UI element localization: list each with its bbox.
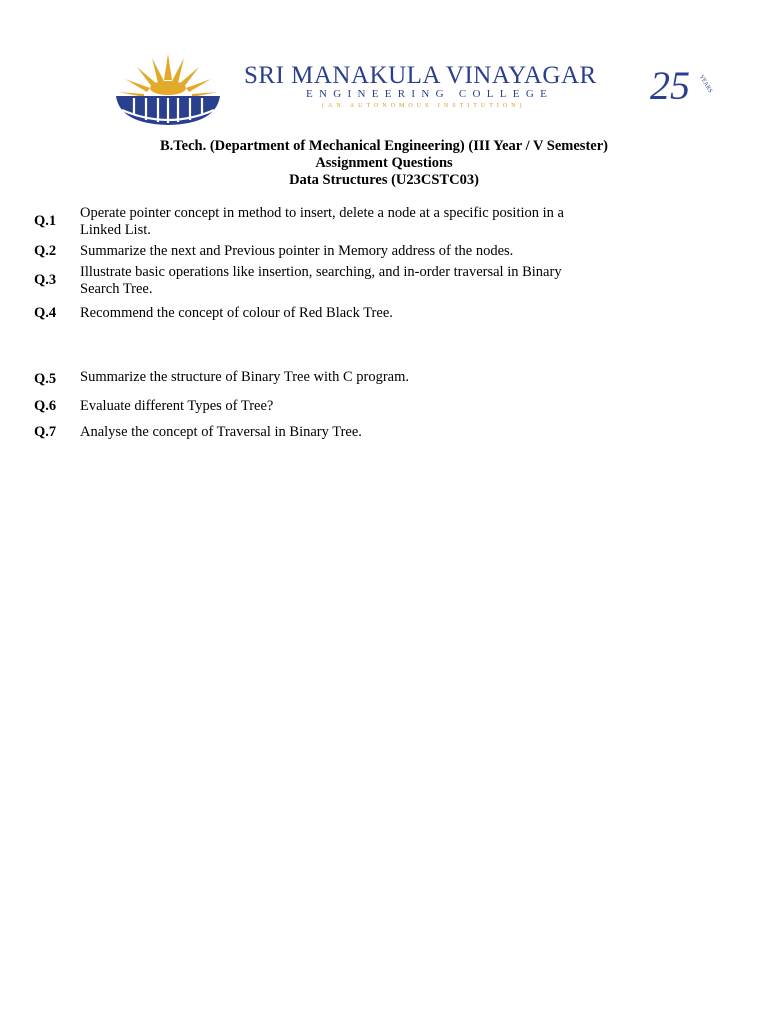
question-item xyxy=(34,243,734,260)
question-number: Q.5 xyxy=(34,371,57,387)
anniversary-number: 25 xyxy=(650,63,690,108)
question-text: Illustrate basic operations like insertion, searching, and in-order traversal in Binary Search Tree. xyxy=(80,264,562,297)
question-number: Q.7 xyxy=(34,424,57,440)
question-text: Summarize the structure of Binary Tree with C program. xyxy=(80,369,410,385)
anniversary-badge xyxy=(646,63,718,112)
assignment-heading: Assignment Questions xyxy=(315,155,453,171)
question-item xyxy=(34,424,734,441)
question-number: Q.2 xyxy=(34,243,57,259)
question-number: Q.1 xyxy=(34,213,57,229)
question-item xyxy=(34,264,734,298)
lotus-emblem-icon xyxy=(112,50,224,126)
question-number: Q.4 xyxy=(34,305,57,321)
document-title xyxy=(0,138,768,189)
question-text: Operate pointer concept in method to insert, delete a node at a specific position in a Linked List. xyxy=(80,205,564,238)
anniversary-label: YEARS xyxy=(697,74,713,95)
question-number: Q.3 xyxy=(34,272,57,288)
question-text: Summarize the next and Previous pointer in Memory address of the nodes. xyxy=(80,243,514,259)
college-tagline: (AN AUTONOMOUS INSTITUTION) xyxy=(322,103,526,109)
question-item xyxy=(34,398,734,415)
question-text: Recommend the concept of colour of Red Black Tree. xyxy=(80,305,393,321)
college-name: SRI MANAKULA VINAYAGAR xyxy=(244,62,597,89)
college-header xyxy=(108,48,718,128)
question-number: Q.6 xyxy=(34,398,57,414)
question-item xyxy=(34,369,734,386)
question-item xyxy=(34,205,734,239)
question-item xyxy=(34,305,734,322)
question-text: Analyse the concept of Traversal in Binary Tree. xyxy=(80,424,362,440)
subject-title: Data Structures (U23CSTC03) xyxy=(289,172,479,188)
course-title: B.Tech. (Department of Mechanical Engineering) (III Year / V Semester) xyxy=(160,138,608,154)
college-subtitle: ENGINEERING COLLEGE xyxy=(306,88,554,100)
question-text: Evaluate different Types of Tree? xyxy=(80,398,274,414)
